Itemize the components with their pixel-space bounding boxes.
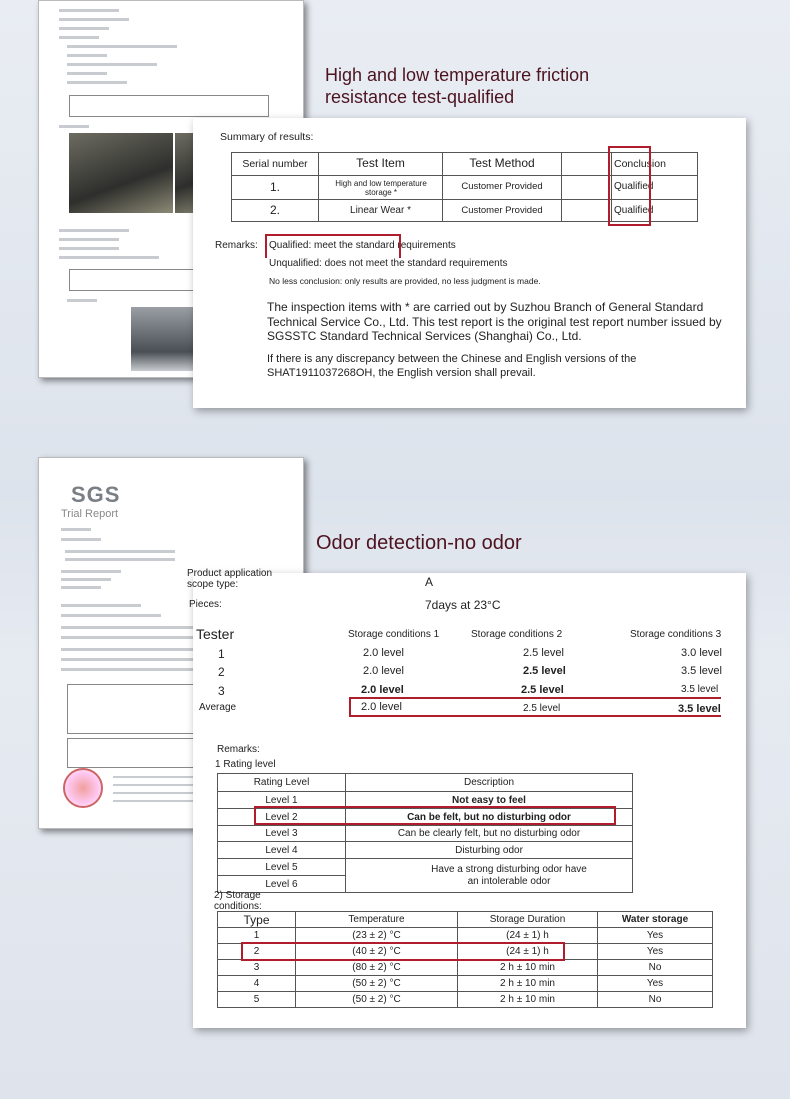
rating-level-table xyxy=(217,773,633,893)
rating-row-level: Level 1 xyxy=(218,792,346,809)
storage-row-water: No xyxy=(598,992,713,1008)
condition-3-header: Storage conditions 3 xyxy=(630,629,722,640)
conclusion-highlight-box xyxy=(608,146,654,226)
tester-row-1-c1: 2.0 level xyxy=(363,647,404,659)
storage-row-type: 5 xyxy=(218,992,296,1008)
header-test-method: Test Method xyxy=(469,156,535,170)
tester-row-3-c3: 3.5 level xyxy=(681,684,719,695)
storage-row-temp: (23 ± 2) °C xyxy=(296,928,458,944)
odor-detection-heading: Odor detection-no odor xyxy=(316,532,522,554)
rating-row-desc: Have a strong disturbing odor have an intolerable odor xyxy=(346,859,633,893)
storage-row-water: Yes xyxy=(598,944,713,960)
rating-header-description: Description xyxy=(346,774,633,792)
tester-average-label: Average xyxy=(199,702,237,713)
storage-row-temp: (50 ± 2) °C xyxy=(296,976,458,992)
tester-row-2-c1: 2.0 level xyxy=(363,665,404,677)
rating-row-level: Level 3 xyxy=(218,826,346,842)
tester-row-1-c3: 3.0 level xyxy=(681,647,722,659)
rating-row-desc: Can be felt, but no disturbing odor xyxy=(346,809,633,826)
pieces-label: Pieces: xyxy=(189,599,222,610)
sgs-logo: SGS xyxy=(71,482,121,507)
tester-average-c3: 3.5 level xyxy=(678,703,721,715)
row2-test-method: Customer Provided xyxy=(461,205,543,216)
odor-results-card xyxy=(187,568,746,1028)
row2-serial: 2. xyxy=(269,203,280,217)
remark-qualified: Qualified: meet the standard requirements xyxy=(269,240,456,251)
tester-average-c2: 2.5 level xyxy=(523,703,561,714)
summary-results-card xyxy=(193,118,746,408)
row2-conclusion: Qualified xyxy=(614,205,654,216)
tester-label: Tester xyxy=(196,626,235,642)
storage-row-type: 3 xyxy=(218,960,296,976)
rating-row-desc: Disturbing odor xyxy=(346,842,633,859)
sgs-stamp-seal xyxy=(63,768,103,808)
row1-test-item: High and low temperature storage * xyxy=(335,179,427,197)
header-test-item: Test Item xyxy=(356,156,405,170)
row2-test-item: Linear Wear * xyxy=(350,205,411,216)
rating-level-title: 1 Rating level xyxy=(215,759,276,770)
trial-report-title: Trial Report xyxy=(61,508,119,520)
row1-conclusion: Qualified xyxy=(614,181,654,192)
tester-row-3-c2: 2.5 level xyxy=(521,684,564,696)
rating-row-level: Level 5 xyxy=(218,859,346,876)
storage-row-water: Yes xyxy=(598,928,713,944)
summary-title: Summary of results: xyxy=(220,131,314,143)
header-conclusion: Conclusion xyxy=(614,158,666,170)
storage-header-water: Water storage xyxy=(598,912,713,928)
tester-row-3-id: 3 xyxy=(218,684,225,698)
rating-row-desc: Not easy to feel xyxy=(346,792,633,809)
tester-row-1-c2: 2.5 level xyxy=(523,647,564,659)
rating-row-level: Level 6 xyxy=(218,876,346,893)
remarks-label: Remarks: xyxy=(215,240,258,251)
tester-row-2-id: 2 xyxy=(218,665,225,679)
storage-conditions-title: 2) Storage conditions: xyxy=(214,890,262,912)
qualified-highlight-box xyxy=(265,234,401,258)
friction-test-heading xyxy=(325,64,645,108)
average-highlight-box xyxy=(349,697,721,717)
tester-row-3-c1: 2.0 level xyxy=(361,684,404,696)
storage-row-duration: 2 h ± 10 min xyxy=(458,960,598,976)
row1-serial: 1. xyxy=(269,180,280,194)
scope-value: A xyxy=(425,575,434,589)
storage-row-duration: 2 h ± 10 min xyxy=(458,992,598,1008)
type2-highlight-box xyxy=(241,942,565,961)
tester-average-c1: 2.0 level xyxy=(361,701,402,713)
condition-2-header: Storage conditions 2 xyxy=(471,629,563,640)
storage-row-type: 4 xyxy=(218,976,296,992)
condition-1-header: Storage conditions 1 xyxy=(348,629,440,640)
storage-row-water: Yes xyxy=(598,976,713,992)
storage-row-temp: (50 ± 2) °C xyxy=(296,992,458,1008)
row1-test-method: Customer Provided xyxy=(461,181,543,192)
storage-row-duration: 2 h ± 10 min xyxy=(458,976,598,992)
discrepancy-paragraph: If there is any discrepancy between the Chinese and English versions of the SHAT1911037268OH, the English version shall prevail. xyxy=(267,353,637,379)
rating-header-level: Rating Level xyxy=(218,774,346,792)
storage-row-temp: (40 ± 2) °C xyxy=(296,944,458,960)
storage-row-type: 1 xyxy=(218,928,296,944)
tester-row-1-id: 1 xyxy=(218,647,225,661)
storage-header-temperature: Temperature xyxy=(296,912,458,928)
tester-row-2-c2: 2.5 level xyxy=(523,665,566,677)
storage-row-duration: (24 ± 1) h xyxy=(458,944,598,960)
tester-row-2-c3: 3.5 level xyxy=(681,665,722,677)
storage-row-temp: (80 ± 2) °C xyxy=(296,960,458,976)
storage-row-type: 2 xyxy=(218,944,296,960)
friction-heading-line1: High and low temperature friction xyxy=(325,65,590,85)
pieces-value: 7days at 23°C xyxy=(425,598,501,612)
storage-header-duration: Storage Duration xyxy=(458,912,598,928)
header-serial-number: Serial number xyxy=(242,158,308,170)
storage-header-type: Type xyxy=(218,912,296,928)
rating-row-level: Level 4 xyxy=(218,842,346,859)
scope-label: Product application scope type: xyxy=(187,568,273,590)
remark-no-less: No less conclusion: only results are provided, no less judgment is made. xyxy=(269,276,541,286)
level2-highlight-box xyxy=(254,806,616,825)
odor-remarks-label: Remarks: xyxy=(217,744,260,755)
remark-unqualified: Unqualified: does not meet the standard requirements xyxy=(269,258,508,269)
storage-row-duration: (24 ± 1) h xyxy=(458,928,598,944)
storage-row-water: No xyxy=(598,960,713,976)
rating-row-desc: Can be clearly felt, but no disturbing odor xyxy=(346,826,633,842)
rating-row-level: Level 2 xyxy=(218,809,346,826)
inspection-paragraph: The inspection items with * are carried out by Suzhou Branch of General Standard Technical Service Co., Ltd. This test report is the original test report number issued by SGSSTC Standard Technical Services (Shanghai) Co., Ltd. xyxy=(267,300,722,343)
friction-heading-line2: resistance test-qualified xyxy=(325,87,515,107)
